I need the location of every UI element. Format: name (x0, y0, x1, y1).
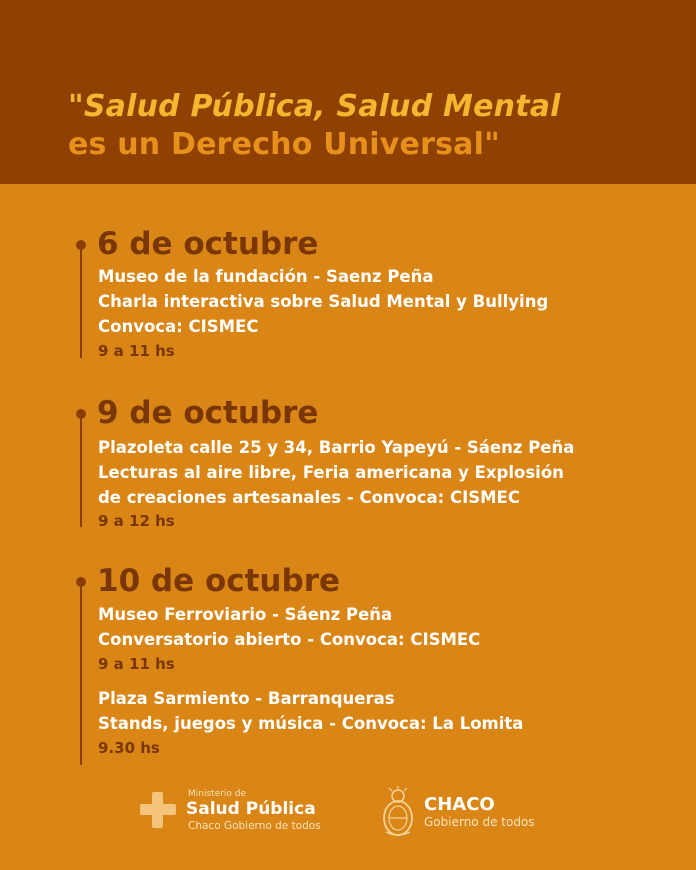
timeline-line (80, 413, 82, 527)
event-hours: 9 a 12 hs (98, 512, 175, 530)
title-line-2: es un Derecho Universal" (68, 127, 500, 162)
event-hours: 9 a 11 hs (98, 655, 175, 673)
chaco-subtitle: Gobierno de todos (424, 815, 535, 829)
page-title (68, 88, 561, 164)
event-description: Lecturas al aire libre, Feria americana y Explosión (98, 463, 564, 482)
event-date: 6 de octubre (97, 226, 319, 262)
event-location: Plazoleta calle 25 y 34, Barrio Yapeyú - Sáenz Peña (98, 438, 575, 457)
timeline-line (80, 244, 82, 358)
event-description: Conversatorio abierto - Convoca: CISMEC (98, 630, 481, 649)
timeline-line (80, 581, 82, 765)
event-location: Museo Ferroviario - Sáenz Peña (98, 605, 393, 624)
event-date: 9 de octubre (97, 395, 319, 431)
event-hours: 9 a 11 hs (98, 342, 175, 360)
chaco-emblem-icon (378, 786, 418, 840)
ministerio-label: Ministerio de (188, 789, 247, 799)
event-location: Museo de la fundación - Saenz Peña (98, 267, 434, 286)
event-description-2: Stands, juegos y música - Convoca: La Lomita (98, 714, 524, 733)
event-description-cont: de creaciones artesanales - Convoca: CISMEC (98, 488, 520, 507)
event-organizer: Convoca: CISMEC (98, 317, 259, 336)
event-hours-2: 9.30 hs (98, 739, 160, 757)
ministerio-name: Salud Pública (186, 799, 316, 819)
title-line-1: "Salud Pública, Salud Mental (68, 89, 561, 124)
ministerio-subtitle: Chaco Gobierno de todos (188, 820, 321, 832)
event-description: Charla interactiva sobre Salud Mental y Bullying (98, 292, 549, 311)
chaco-name: CHACO (424, 794, 495, 815)
event-location-2: Plaza Sarmiento - Barranqueras (98, 689, 395, 708)
event-date: 10 de octubre (97, 563, 341, 599)
plus-cross-icon-bar (140, 804, 176, 815)
